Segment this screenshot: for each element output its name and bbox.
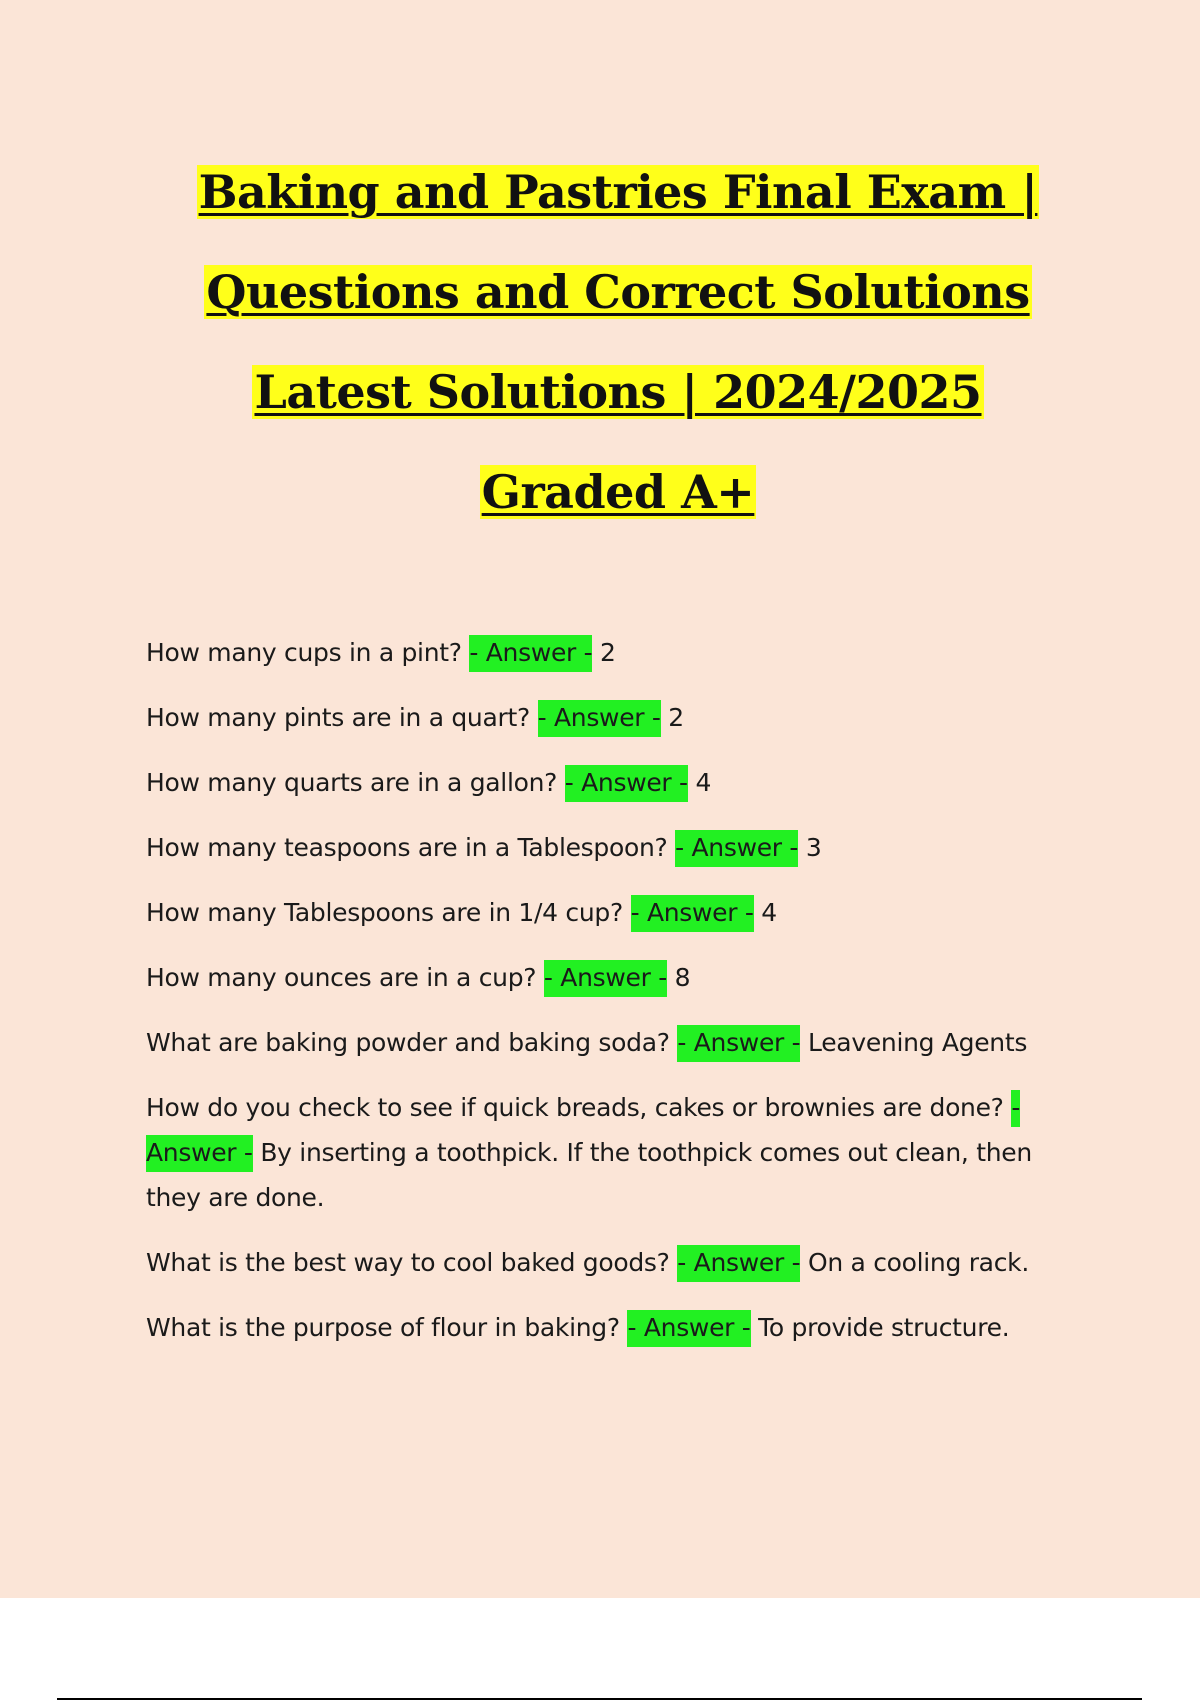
title-line: [0, 442, 1200, 542]
question-text: What is the best way to cool baked goods?: [146, 1248, 670, 1277]
answer-text: 4: [761, 898, 777, 927]
question-text: How many teaspoons are in a Tablespoon?: [146, 833, 668, 862]
title-text: Questions and Correct Solutions: [206, 265, 1030, 319]
qa-item: [146, 1305, 1086, 1350]
answer-text: To provide structure.: [758, 1313, 1010, 1342]
title-text: Baking and Pastries Final Exam |: [198, 165, 1038, 219]
qa-item: [146, 630, 1086, 675]
answer-text: 8: [674, 963, 691, 992]
answer-text: Leavening Agents: [808, 1028, 1028, 1057]
answer-text: 2: [668, 703, 684, 732]
answer-marker: - Answer -: [677, 1025, 800, 1062]
answer-text: 3: [805, 833, 822, 862]
question-text: How many cups in a pint?: [146, 638, 462, 667]
title-text: Graded A+: [481, 465, 755, 519]
answer-marker: - Answer -: [469, 635, 592, 672]
question-text: How do you check to see if quick breads, cakes or brownies are done?: [146, 1093, 1004, 1122]
title-line: [0, 342, 1200, 442]
answer-marker: - Answer -: [538, 700, 661, 737]
question-text: How many ounces are in a cup?: [146, 963, 537, 992]
question-text: What are baking powder and baking soda?: [146, 1028, 670, 1057]
qa-item: [146, 1085, 1086, 1220]
title-text: Latest Solutions | 2024/2025: [254, 365, 982, 419]
question-text: How many Tablespoons are in 1/4 cup?: [146, 898, 623, 927]
answer-text: 2: [600, 638, 616, 667]
answer-text: By inserting a toothpick. If the toothpick comes out clean, then they are done.: [146, 1138, 1032, 1212]
question-text: How many quarts are in a gallon?: [146, 768, 558, 797]
title-line: [0, 242, 1200, 342]
qa-item: [146, 695, 1086, 740]
answer-marker: - Answer -: [544, 960, 667, 997]
question-text: How many pints are in a quart?: [146, 703, 530, 732]
qa-item: [146, 1240, 1086, 1285]
answer-marker: - Answer -: [631, 895, 754, 932]
qa-item: [146, 825, 1086, 870]
question-text: What is the purpose of flour in baking?: [146, 1313, 620, 1342]
answer-marker: - Answer -: [565, 765, 688, 802]
answer-marker: - Answer -: [146, 1090, 1020, 1172]
answer-marker: - Answer -: [677, 1245, 800, 1282]
qa-item: [146, 955, 1086, 1000]
answer-text: On a cooling rack.: [807, 1248, 1029, 1277]
answer-text: 4: [695, 768, 712, 797]
answer-marker: - Answer -: [675, 830, 798, 867]
answer-marker: - Answer -: [627, 1310, 750, 1347]
qa-item: [146, 890, 1086, 935]
qa-item: [146, 760, 1086, 805]
title-line: [0, 142, 1200, 242]
question-answer-list: [146, 630, 1086, 1370]
qa-item: [146, 1020, 1086, 1065]
document-title: [0, 142, 1200, 542]
